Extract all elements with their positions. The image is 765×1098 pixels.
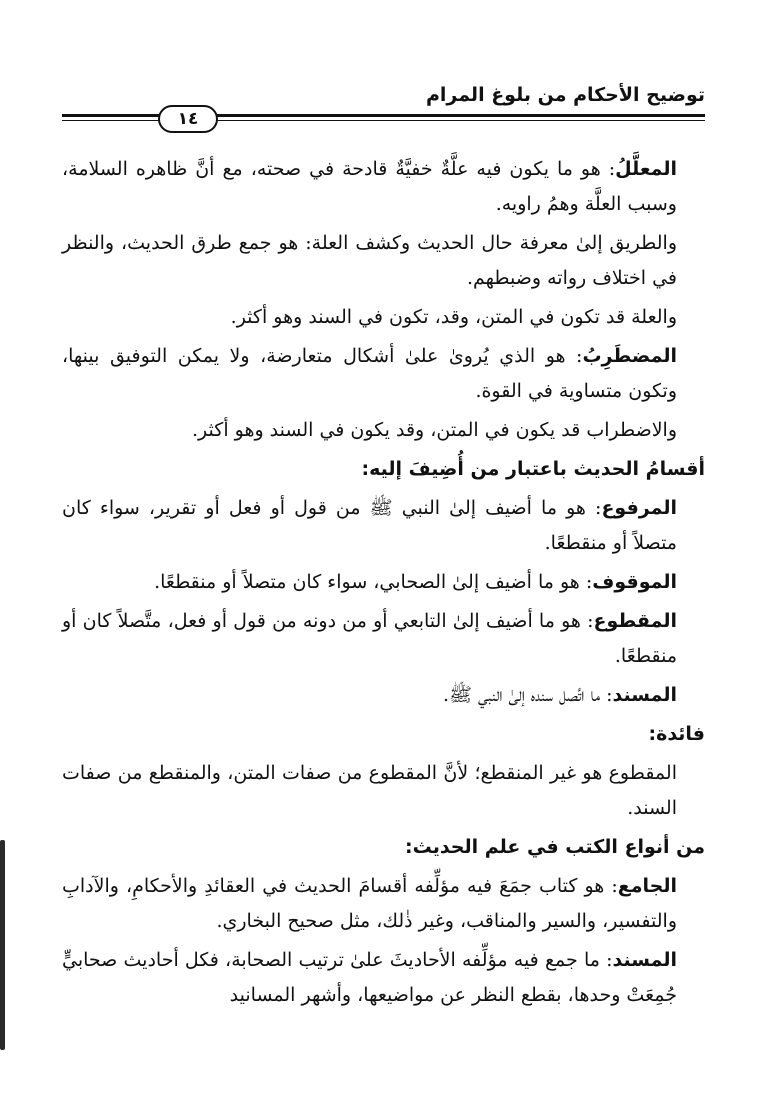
section-heading-books: من أنواع الكتب في علم الحديث: [404, 836, 705, 858]
page-body [62, 152, 705, 1017]
definition-text: : ما اتَّصل سنده إلىٰ النبي ﷺ. [442, 684, 613, 706]
definition-text: : هو كتاب جمَعَ فيه مؤلِّفه أقسامَ الحديث في العقائدِ والأحكامِ، والآدابِ والتفسير، والسير والمناقب، وغير ذٰلك، مثل صحيح البخاري. [62, 875, 677, 932]
definition-musnad-book [62, 943, 705, 1013]
definition-text: : ما جمع فيه مؤلِّفه الأحاديثَ علىٰ ترتيب الصحابة، فكل أحاديث صحابيٍّ جُمِعَتْ وحدها، بقطع النظر عن مواضيعها، وأشهر المسانيد [62, 949, 677, 1006]
term: المعلَّلُ [615, 158, 677, 180]
term: المسند [612, 949, 677, 971]
definition-maqtu [62, 604, 705, 674]
term: المضطَرِبُ [582, 345, 677, 367]
definition-mawquf [62, 565, 705, 600]
running-title: توضيح الأحكام من بلوغ المرام [425, 84, 705, 106]
paragraph-illah-method [62, 226, 705, 296]
definition-text: : هو ما أضيف إلىٰ التابعي أو من دونه من قول أو فعل، متَّصلاً كان أو منقطعًا. [62, 610, 677, 667]
definition-marfu [62, 491, 705, 561]
paragraph-text: والعلة قد تكون في المتن، وقد، تكون في السند وهو أكثر. [230, 306, 677, 328]
paragraph-illah-location [62, 300, 705, 335]
definition-text: : هو ما أضيف إلىٰ النبي ﷺ من قول أو فعل أو تقرير، سواء كان متصلاً أو منقطعًا. [62, 497, 677, 554]
paragraph-text: والاضطراب قد يكون في المتن، وقد يكون في السند وهو أكثر. [192, 419, 677, 441]
paragraph-text: والطريق إلىٰ معرفة حال الحديث وكشف العلة: هو جمع طرق الحديث، والنظر في اختلاف رواته وضبطهم. [62, 232, 677, 289]
term: المرفوع [601, 497, 677, 519]
term: الجامع [617, 875, 677, 897]
page-header [62, 80, 705, 130]
paragraph-idtirab [62, 413, 705, 448]
paragraph-text: : هو ما يكون فيه علَّةٌ خفيَّةٌ قادحة في صحته، مع أنَّ ظاهره السلامة، وسبب العلَّة وهمُ راويه. [62, 158, 677, 215]
scan-edge-shadow [0, 840, 5, 1050]
definition-jami [62, 869, 705, 939]
benefit-paragraph: المقطوع هو غير المنقطع؛ لأنَّ المقطوع من صفات المتن، والمنقطع من صفات السند. [62, 762, 677, 819]
definition-text: : هو ما أضيف إلىٰ الصحابي، سواء كان متصلاً أو منقطعًا. [154, 571, 593, 593]
term: المسند [612, 684, 677, 706]
definition-musnad [62, 678, 705, 713]
section-heading-divisions: أقسامُ الحديث باعتبار من أُضِيفَ إليه: [361, 458, 705, 480]
section-heading-benefit: فائدة: [648, 723, 705, 745]
page-number: ١٤ [158, 105, 218, 133]
paragraph-mudtarib [62, 339, 705, 409]
paragraph-muallal [62, 152, 705, 222]
paragraph-text: : هو الذي يُروىٰ علىٰ أشكال متعارضة، ولا يمكن التوفيق بينها، وتكون متساوية في القوة. [62, 345, 677, 402]
term: المقطوع [593, 610, 677, 632]
term: الموقوف [592, 571, 677, 593]
